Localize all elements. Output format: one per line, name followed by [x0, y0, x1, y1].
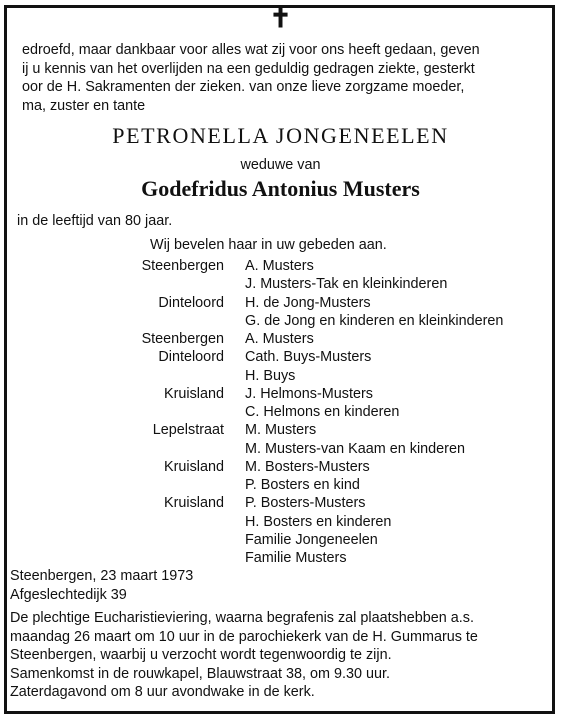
family-member: Familie Jongeneelen	[245, 531, 378, 548]
family-row	[100, 258, 550, 276]
intro-line: edroefd, maar dankbaar voor alles wat zij voor ons heeft gedaan, geven	[22, 42, 480, 58]
family-place: Steenbergen	[141, 258, 224, 274]
family-row	[100, 514, 550, 532]
service-line: Steenbergen, waarbij u verzocht wordt tegenwoordig te zijn.	[10, 647, 392, 663]
family-member: P. Bosters-Musters	[245, 495, 366, 512]
family-place: Kruisland	[164, 495, 224, 512]
family-member: A. Musters	[245, 258, 314, 274]
family-member: Cath. Buys-Musters	[245, 349, 372, 366]
family-row	[100, 550, 550, 568]
family-row	[100, 441, 550, 459]
family-row	[100, 495, 550, 513]
family-member: M. Musters	[245, 422, 317, 439]
deceased-name: PETRONELLA JONGENEELEN	[112, 123, 449, 148]
date-line: Steenbergen, 23 maart 1973	[10, 568, 194, 584]
family-row	[100, 349, 550, 367]
family-member: C. Helmons en kinderen	[245, 404, 400, 420]
family-member: H. Bosters en kinderen	[245, 513, 392, 530]
intro-paragraph	[22, 41, 548, 115]
family-member: H. de Jong-Musters	[245, 294, 371, 311]
family-list	[100, 258, 550, 568]
service-line: Samenkomst in de rouwkapel, Blauwstraat 38, om 9.30 uur.	[10, 665, 390, 682]
family-row	[100, 532, 550, 550]
cross-icon: ✝	[269, 4, 292, 33]
family-place: Lepelstraat	[152, 422, 224, 439]
family-row	[100, 404, 550, 422]
family-row	[100, 331, 550, 349]
intro-line: ij u kennis van het overlijden na een geduldig gedragen ziekte, gesterkt	[22, 60, 475, 77]
family-row	[100, 276, 550, 294]
family-member: M. Bosters-Musters	[245, 458, 370, 475]
service-line: maandag 26 maart om 10 uur in de parochiekerk van de H. Gummarus te	[10, 628, 478, 645]
family-row	[100, 368, 550, 386]
family-row	[100, 477, 550, 495]
family-row	[100, 386, 550, 404]
service-line: Zaterdagavond om 8 uur avondwake in de kerk.	[10, 684, 315, 700]
family-row	[100, 313, 550, 331]
intro-line: oor de H. Sakramenten der zieken. van onze lieve zorgzame moeder,	[22, 79, 465, 95]
family-place: Dinteloord	[158, 349, 224, 366]
family-row	[100, 422, 550, 440]
family-member: P. Bosters en kind	[245, 477, 360, 493]
address-line: Afgeslechtedijk 39	[10, 586, 127, 603]
family-member: M. Musters-van Kaam en kinderen	[245, 440, 465, 457]
family-member: J. Helmons-Musters	[245, 385, 373, 402]
age-text: in de leeftijd van 80 jaar.	[17, 213, 173, 229]
family-row	[100, 295, 550, 313]
prayer-request: Wij bevelen haar in uw gebeden aan.	[150, 237, 387, 253]
family-place: Kruisland	[164, 458, 224, 475]
service-line: De plechtige Eucharistieviering, waarna begrafenis zal plaatshebben a.s.	[10, 610, 474, 626]
family-member: J. Musters-Tak en kleinkinderen	[245, 276, 448, 293]
family-member: Familie Musters	[245, 550, 347, 566]
family-place: Kruisland	[164, 385, 224, 402]
family-member: A. Musters	[245, 331, 314, 347]
intro-line: ma, zuster en tante	[22, 97, 146, 114]
notice-footer	[10, 567, 550, 702]
family-row	[100, 459, 550, 477]
family-place: Steenbergen	[141, 331, 224, 347]
family-member: G. de Jong en kinderen en kleinkinderen	[245, 312, 504, 329]
widow-of-label: weduwe van	[240, 157, 321, 173]
family-place: Dinteloord	[158, 294, 224, 311]
husband-name: Godefridus Antonius Musters	[141, 176, 420, 201]
family-member: H. Buys	[245, 367, 296, 384]
